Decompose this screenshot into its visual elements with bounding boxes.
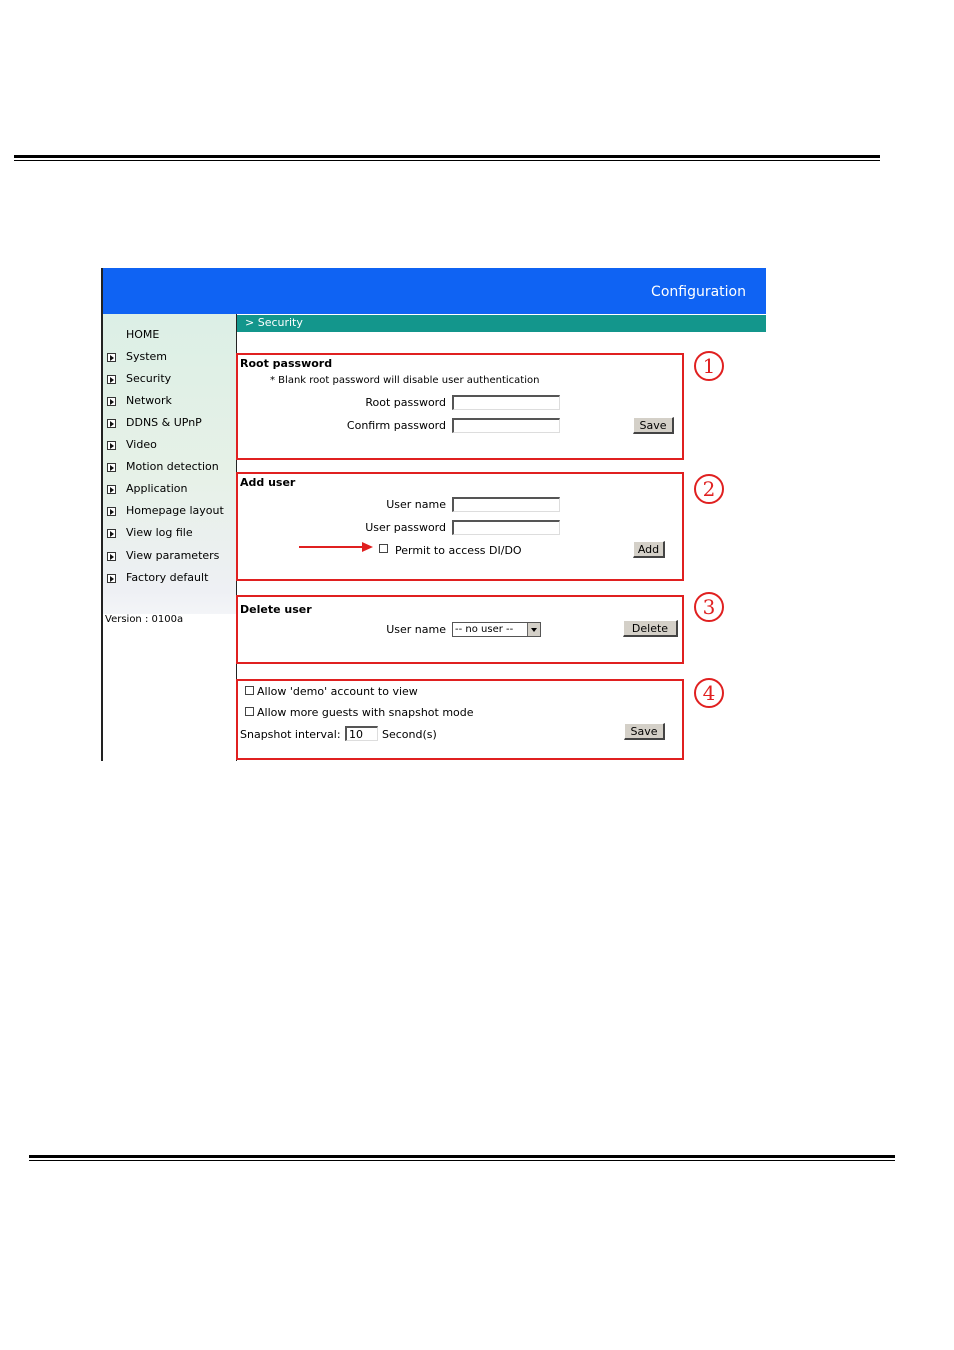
sidebar-item-label: Network xyxy=(126,394,172,407)
marker-4: 4 xyxy=(694,678,724,708)
sidebar-item-label: System xyxy=(126,350,168,363)
sidebar-item-label: View parameters xyxy=(126,549,220,562)
allow-demo-label: Allow 'demo' account to view xyxy=(257,685,418,698)
sidebar-item-label: Security xyxy=(126,372,172,385)
configuration-page xyxy=(101,268,766,761)
add-user-password-input[interactable] xyxy=(452,520,560,535)
arrow-right-icon xyxy=(107,353,116,362)
sidebar-item-label: View log file xyxy=(126,526,193,539)
permit-dido-checkbox[interactable] xyxy=(379,544,388,553)
arrow-right-icon xyxy=(107,485,116,494)
sidebar-item-label: HOME xyxy=(126,328,160,341)
arrow-right-icon xyxy=(107,375,116,384)
sidebar-bottom xyxy=(103,614,236,761)
snapshot-interval-input[interactable] xyxy=(345,726,378,741)
sidebar-item-label: Homepage layout xyxy=(126,504,224,517)
root-save-button[interactable]: Save xyxy=(633,417,674,434)
sidebar xyxy=(101,314,236,761)
add-user-title: Add user xyxy=(240,476,296,489)
sidebar-item-label: Application xyxy=(126,482,188,495)
marker-2: 2 xyxy=(694,474,724,504)
guest-save-button[interactable]: Save xyxy=(624,723,665,740)
arrow-right-icon xyxy=(107,397,116,406)
sidebar-item-label: DDNS & UPnP xyxy=(126,416,202,429)
arrow-right-icon xyxy=(107,529,116,538)
root-password-note: * Blank root password will disable user authentication xyxy=(270,375,540,386)
sidebar-item-label: Factory default xyxy=(126,571,209,584)
root-password-label: Root password xyxy=(365,396,446,409)
sidebar-item-label: Motion detection xyxy=(126,460,219,473)
header-bar xyxy=(101,268,766,314)
arrow-right-icon xyxy=(107,507,116,516)
allow-demo-checkbox[interactable] xyxy=(245,686,254,695)
sidebar-item-label: Video xyxy=(126,438,157,451)
arrow-right-icon xyxy=(107,441,116,450)
add-user-name-input[interactable] xyxy=(452,497,560,512)
seconds-label: Second(s) xyxy=(382,728,437,741)
arrow-right-icon xyxy=(107,574,116,583)
section-title: > Security xyxy=(245,316,303,329)
delete-user-section xyxy=(236,595,684,664)
arrow-right-icon xyxy=(107,552,116,561)
delete-user-name-label: User name xyxy=(386,623,446,636)
version-label: Version : 0100a xyxy=(105,614,184,625)
confirm-password-label: Confirm password xyxy=(346,419,446,432)
add-user-password-label: User password xyxy=(365,521,446,534)
section-bar xyxy=(237,315,766,332)
root-password-title: Root password xyxy=(240,357,333,370)
add-user-button[interactable]: Add xyxy=(633,541,665,558)
snapshot-interval-label: Snapshot interval: xyxy=(240,728,341,741)
marker-1: 1 xyxy=(694,351,724,381)
add-user-name-label: User name xyxy=(386,498,446,511)
guest-options-section xyxy=(236,679,684,760)
arrow-right-icon xyxy=(107,419,116,428)
delete-user-selected: -- no user -- xyxy=(455,624,514,635)
allow-guests-checkbox[interactable] xyxy=(245,707,254,716)
header-title: Configuration xyxy=(651,284,746,300)
confirm-password-input[interactable] xyxy=(452,418,560,433)
chevron-down-icon[interactable] xyxy=(527,623,540,636)
delete-user-title: Delete user xyxy=(240,603,312,616)
add-user-section xyxy=(236,472,684,581)
root-password-section xyxy=(236,353,684,460)
marker-3: 3 xyxy=(694,592,724,622)
allow-guests-label: Allow more guests with snapshot mode xyxy=(257,706,474,719)
red-arrow-icon xyxy=(298,541,374,553)
permit-dido-label: Permit to access DI/DO xyxy=(395,544,522,557)
delete-user-button[interactable]: Delete xyxy=(623,620,678,637)
arrow-right-icon xyxy=(107,463,116,472)
root-password-input[interactable] xyxy=(452,395,560,410)
delete-user-select[interactable] xyxy=(452,622,541,637)
